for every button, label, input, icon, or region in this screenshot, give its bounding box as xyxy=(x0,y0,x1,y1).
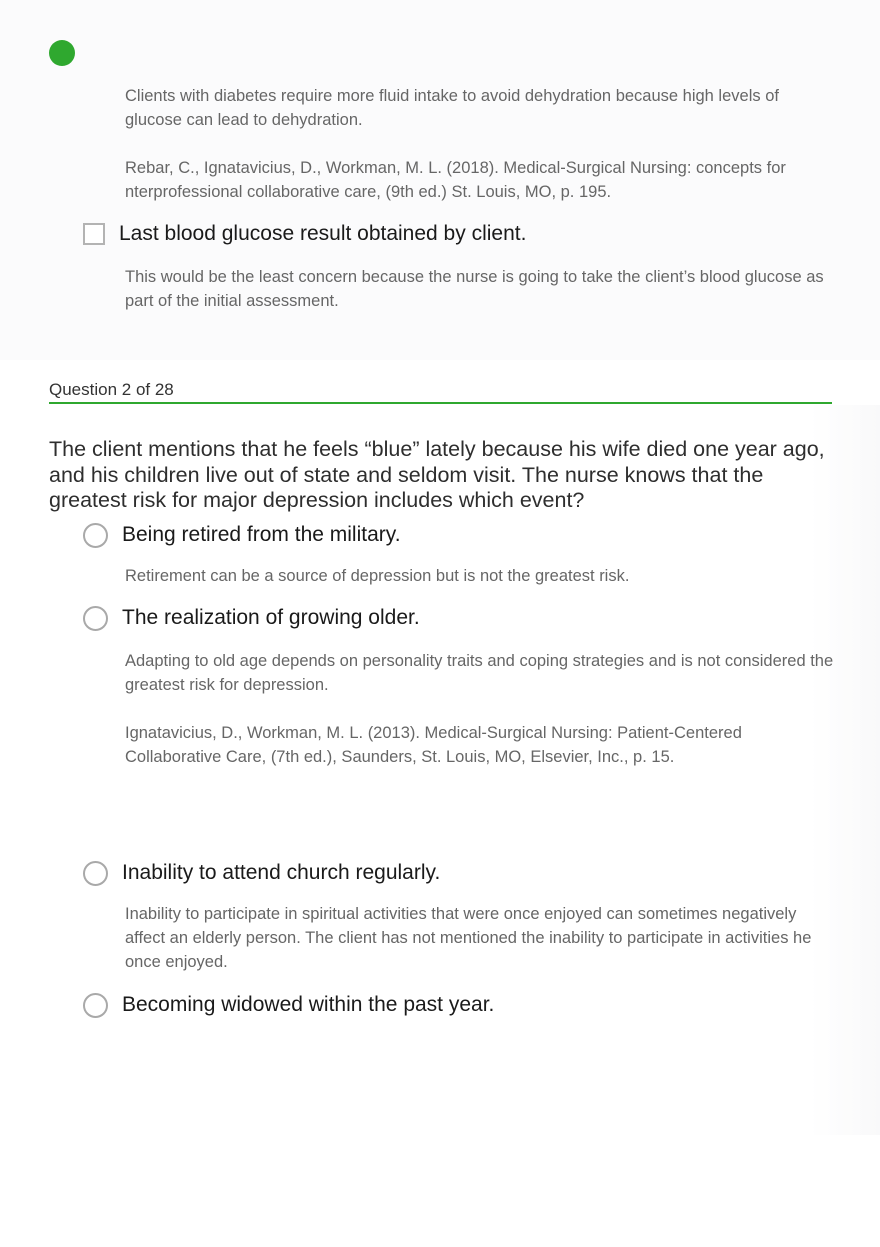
option-label: Inability to attend church regularly. xyxy=(122,861,441,884)
radio-icon[interactable] xyxy=(83,606,108,631)
option-church[interactable] xyxy=(83,859,440,887)
option-retired-military[interactable] xyxy=(83,521,401,549)
option-explanation: Adapting to old age depends on personality traits and coping strategies and is not considered the greatest risk for depression. xyxy=(125,652,834,694)
option-label: Being retired from the military. xyxy=(122,523,401,546)
option-label: Last blood glucose result obtained by client. xyxy=(119,222,527,245)
option-label: Becoming widowed within the past year. xyxy=(122,993,495,1016)
radio-icon[interactable] xyxy=(83,861,108,886)
option-label: The realization of growing older. xyxy=(122,606,420,629)
question-panel xyxy=(0,405,880,1135)
correct-indicator-dot xyxy=(49,40,75,66)
option-widowed[interactable] xyxy=(83,991,494,1019)
option-explanation: This would be the least concern because the nurse is going to take the client’s blood glucose as part of the initial assessment. xyxy=(125,268,824,310)
previous-reference: Rebar, C., Ignatavicius, D., Workman, M. L. (2018). Medical-Surgical Nursing: concepts for nterprofessional collaborative care, (9th ed.) St. Louis, MO, p. 195. xyxy=(125,159,786,201)
checkbox-icon[interactable] xyxy=(83,223,105,245)
question-counter: Question 2 of 28 xyxy=(49,380,174,399)
question-divider xyxy=(49,402,832,404)
radio-icon[interactable] xyxy=(83,993,108,1018)
previous-explanation: Clients with diabetes require more fluid intake to avoid dehydration because high levels of glucose can lead to dehydration. xyxy=(125,87,779,129)
option-reference: Ignatavicius, D., Workman, M. L. (2013). Medical-Surgical Nursing: Patient-Centered Collaborative Care, (7th ed.), Saunders, St. Louis, MO, Elsevier, Inc., p. 15. xyxy=(125,724,742,766)
option-growing-older[interactable] xyxy=(83,604,420,632)
option-explanation: Inability to participate in spiritual activities that were once enjoyed can sometimes negatively affect an elderly person. The client has not mentioned the inability to participate in activities he once enjoyed. xyxy=(125,905,812,971)
option-explanation: Retirement can be a source of depression but is not the greatest risk. xyxy=(125,567,630,585)
radio-icon[interactable] xyxy=(83,523,108,548)
option-last-blood-glucose[interactable] xyxy=(83,220,526,248)
question-prompt: The client mentions that he feels “blue” lately because his wife died one year ago, and his children live out of state and seldom visit. The nurse knows that the greatest risk for major depression includes which event? xyxy=(49,437,825,512)
